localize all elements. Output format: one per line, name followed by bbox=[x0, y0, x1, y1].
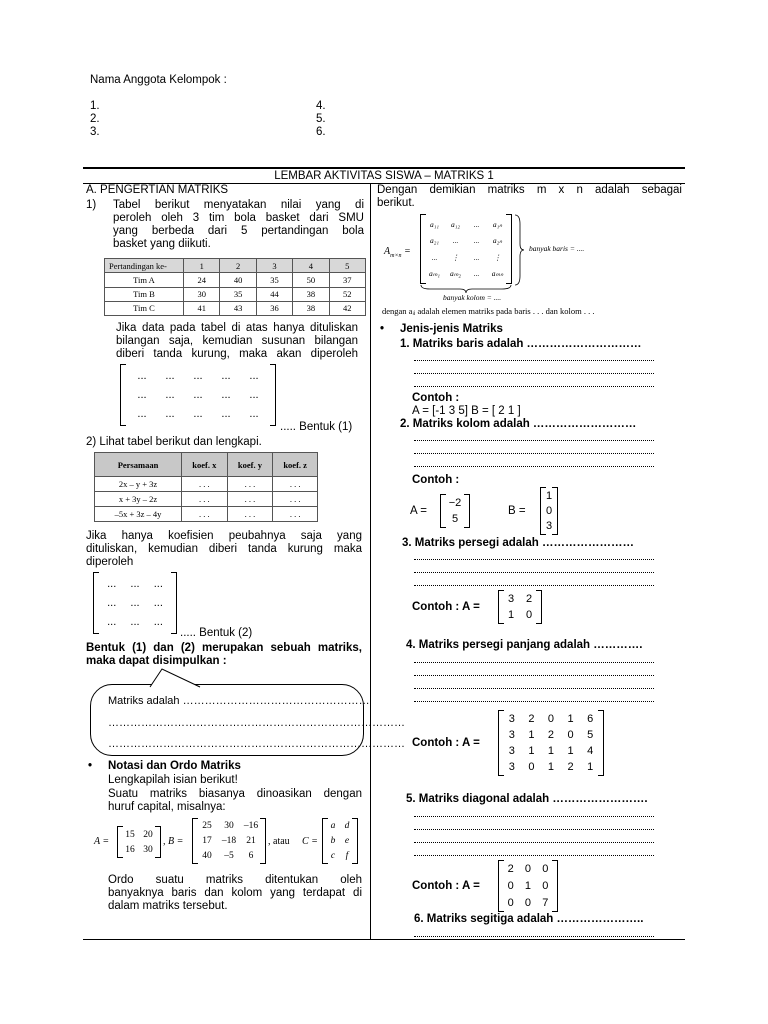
matrix-cell: 6 bbox=[587, 713, 594, 725]
table-cell: 44 bbox=[256, 287, 292, 301]
right-bracket bbox=[171, 572, 177, 634]
bubble-line-2: ……………………………………………………………………… bbox=[108, 717, 405, 729]
table-header-cell: koef. z bbox=[273, 453, 318, 477]
answer-line bbox=[414, 386, 654, 387]
matrix-cell: ... bbox=[473, 236, 480, 246]
matrix-cell: ... bbox=[221, 388, 231, 401]
table-cell: 43 bbox=[220, 301, 256, 315]
answer-line bbox=[414, 855, 654, 856]
matrix-cell: 3 bbox=[545, 520, 553, 533]
row-brace-icon bbox=[513, 214, 525, 286]
matrix-cell: ... bbox=[221, 369, 231, 382]
table-cell: 41 bbox=[184, 301, 220, 315]
matrix-cell: aₘ₁ bbox=[428, 269, 441, 279]
general-matrix-lhs: $A_{m\times n}$ = bbox=[384, 246, 411, 259]
matrix-cell: 30 bbox=[143, 844, 153, 855]
matrix-cell: 0 bbox=[567, 729, 574, 741]
table-header-cell: 3 bbox=[256, 259, 292, 273]
matrix-cell: 0 bbox=[542, 879, 549, 892]
matrix-cell: a₁₂ bbox=[451, 219, 460, 229]
table-cell: Tim B bbox=[105, 287, 184, 301]
table-cell: . . . bbox=[227, 477, 273, 492]
bentuk-1-label: ..... Bentuk (1) bbox=[280, 421, 353, 433]
matrix-cell: b bbox=[330, 835, 336, 846]
table-row bbox=[95, 492, 318, 507]
matrix-cell: 20 bbox=[143, 829, 153, 840]
matrix-grid bbox=[543, 488, 555, 534]
title-top-rule bbox=[83, 167, 685, 169]
table-cell: x + 3y – 2z bbox=[95, 492, 182, 507]
ordo-line-2: banyaknya baris dan kolom yang terdapat di bbox=[108, 887, 362, 899]
notasi-line-2: Suatu matriks biasanya dinoasikan dengan bbox=[108, 788, 362, 800]
j5-title: 5. Matriks diagonal adalah ……………………. bbox=[406, 793, 648, 805]
baris-label: banyak baris = .... bbox=[529, 244, 585, 253]
member-number-2: 2. bbox=[90, 113, 100, 125]
example-matrix-b bbox=[192, 818, 266, 864]
member-number-4: 4. bbox=[316, 100, 326, 112]
matrix-cell: 1 bbox=[507, 609, 515, 621]
matrix-cell: ... bbox=[137, 388, 147, 401]
score-table bbox=[104, 258, 366, 316]
table-cell: –5x + 3z – 4y bbox=[95, 507, 182, 522]
table-cell: . . . bbox=[182, 477, 228, 492]
matrix-cell: 1 bbox=[524, 879, 532, 892]
table-header-cell: 5 bbox=[329, 259, 365, 273]
bentuk-2-label: ..... Bentuk (2) bbox=[180, 627, 253, 639]
member-number-1: 1. bbox=[90, 100, 100, 112]
para2-line-3: diperoleh bbox=[86, 556, 134, 568]
matrix-cell: ... bbox=[165, 388, 175, 401]
matrix-cell: −2 bbox=[448, 497, 462, 509]
table-cell: . . . bbox=[273, 507, 318, 522]
matrix-cell: 3 bbox=[507, 593, 515, 605]
matrix-cell: e bbox=[344, 835, 350, 846]
matrix-cell: ... bbox=[249, 388, 259, 401]
table-cell: 30 bbox=[184, 287, 220, 301]
matrix-cell: 2 bbox=[567, 761, 574, 773]
matrix-cell: ... bbox=[107, 616, 117, 629]
matrix-cell: 4 bbox=[587, 745, 594, 757]
table-row bbox=[95, 477, 318, 492]
table-cell: 40 bbox=[220, 273, 256, 287]
answer-line bbox=[414, 688, 654, 689]
matrix-cell: 1 bbox=[528, 745, 535, 757]
intro-line-2: berikut. bbox=[377, 197, 415, 209]
matrix-cell: 1 bbox=[587, 761, 594, 773]
matrix-cell: ... bbox=[221, 408, 231, 421]
matrix-cell: 0 bbox=[547, 713, 555, 725]
j3-title: 3. Matriks persegi adalah …………………… bbox=[402, 537, 634, 549]
lhs-subscript: m×n bbox=[390, 253, 402, 259]
ex-b-label: , B = bbox=[163, 836, 184, 847]
matrix-cell: aₘ₂ bbox=[449, 269, 462, 279]
answer-line bbox=[414, 373, 654, 374]
table-cell: . . . bbox=[273, 477, 318, 492]
bullet-icon: • bbox=[380, 323, 385, 335]
matrix-grid bbox=[502, 591, 538, 623]
matrix-cell: ... bbox=[137, 369, 147, 382]
matrix-cell: ... bbox=[137, 408, 147, 421]
ex-c-label: C = bbox=[302, 836, 318, 847]
matrix-cell: ... bbox=[107, 577, 117, 590]
matrix-cell: 3 bbox=[508, 745, 515, 757]
matrix-cell: ... bbox=[473, 219, 480, 229]
matrix-cell: 15 bbox=[125, 829, 135, 840]
bubble-line-3: ……………………………………………………………………… bbox=[108, 738, 405, 750]
matrix-cell: 2 bbox=[547, 729, 555, 741]
para3-line-2: maka dapat disimpulkan : bbox=[86, 655, 227, 667]
table-cell: 50 bbox=[293, 273, 329, 287]
answer-line bbox=[414, 360, 654, 361]
matrix-cell: 0 bbox=[507, 896, 514, 909]
matrix-cell: 40 bbox=[202, 850, 212, 861]
table-header-cell: 4 bbox=[293, 259, 329, 273]
matrix-grid bbox=[502, 861, 554, 911]
matrix-cell: ⋮ bbox=[451, 252, 460, 262]
notasi-heading: Notasi dan Ordo Matriks bbox=[108, 760, 241, 772]
coefficient-table bbox=[94, 452, 318, 522]
table-row bbox=[105, 287, 366, 301]
matrix-grid bbox=[424, 216, 508, 282]
matrix-cell: ... bbox=[153, 596, 163, 609]
matrix-cell: ⋮ bbox=[493, 252, 502, 262]
matrix-cell: 1 bbox=[567, 713, 574, 725]
answer-line bbox=[414, 572, 654, 573]
member-number-6: 6. bbox=[316, 126, 326, 138]
para2-line-1: Jika hanya koefisien peubahnya saja yang bbox=[86, 530, 362, 542]
matrix-cell: 0 bbox=[524, 896, 532, 909]
matrix-cell: 0 bbox=[525, 609, 533, 621]
table-header-cell: koef. x bbox=[182, 453, 228, 477]
matrix-cell: –18 bbox=[221, 835, 237, 846]
table-cell: 37 bbox=[329, 273, 365, 287]
matrix-cell: 6 bbox=[248, 850, 254, 861]
example-matrix-a bbox=[117, 826, 161, 858]
matrix-cell: ... bbox=[165, 369, 175, 382]
bubble-tail bbox=[148, 668, 204, 688]
matrix-cell: 25 bbox=[202, 821, 212, 832]
matrix-cell: 1 bbox=[547, 745, 555, 757]
j2-b-label: B = bbox=[508, 505, 526, 517]
matrix-cell: 5 bbox=[451, 513, 459, 525]
ex-atau-label: , atau bbox=[268, 836, 290, 847]
table-cell: 52 bbox=[329, 287, 365, 301]
matrix-cell: a bbox=[330, 821, 336, 832]
j4-contoh-label: Contoh : A = bbox=[412, 737, 480, 749]
j1-title: 1. Matriks baris adalah ………………………… bbox=[400, 338, 642, 350]
table-header-cell: Pertandingan ke- bbox=[105, 259, 184, 273]
matrix-cell: ... bbox=[249, 408, 259, 421]
matrix-cell: –5 bbox=[224, 850, 234, 861]
table-cell: . . . bbox=[227, 492, 273, 507]
matrix-cell: 2 bbox=[525, 593, 533, 605]
table-header-cell: Persamaan bbox=[95, 453, 182, 477]
diagonal-matrix bbox=[498, 860, 558, 912]
jenis-heading: Jenis-jenis Matriks bbox=[400, 323, 503, 335]
j3-contoh-label: Contoh : A = bbox=[412, 601, 480, 613]
matrix-cell: 0 bbox=[507, 879, 514, 892]
ordo-line-3: dalam matriks tersebut. bbox=[108, 900, 228, 912]
matrix-cell: a₂ₙ bbox=[492, 236, 503, 246]
matrix-cell: 0 bbox=[524, 863, 532, 876]
table-header-cell: koef. y bbox=[227, 453, 273, 477]
answer-line bbox=[414, 585, 654, 586]
member-number-3: 3. bbox=[90, 126, 100, 138]
answer-line bbox=[414, 662, 654, 663]
answer-line bbox=[414, 466, 654, 467]
matrix-cell: 1 bbox=[567, 745, 574, 757]
answer-line bbox=[414, 829, 654, 830]
matrix-cell: ... bbox=[107, 596, 117, 609]
kolom-label: banyak kolom = .... bbox=[443, 293, 502, 302]
matrix-cell: –16 bbox=[243, 821, 259, 832]
item1-line-2: peroleh oleh 3 tim bola basket dari SMU bbox=[113, 212, 364, 224]
j2-a-label: A = bbox=[410, 505, 427, 517]
answer-line bbox=[414, 701, 654, 702]
notasi-line-1: Lengkapilah isian berikut! bbox=[108, 774, 238, 786]
para2-line-2: dituliskan, kemudian diberi tanda kurung maka bbox=[86, 543, 362, 555]
column-divider bbox=[370, 183, 371, 940]
ex-a-label: A = bbox=[94, 836, 110, 847]
left-bracket bbox=[120, 364, 126, 426]
matrix-cell: ... bbox=[130, 616, 140, 629]
lhs-letter: A bbox=[384, 246, 391, 257]
para3-line-1: Bentuk (1) dan (2) merupakan sebuah matriks, bbox=[86, 642, 362, 654]
matrix-cell: 30 bbox=[224, 821, 234, 832]
table-cell: . . . bbox=[227, 507, 273, 522]
blank-matrix-1 bbox=[120, 364, 276, 426]
notasi-line-3: huruf capital, misalnya: bbox=[108, 801, 226, 813]
table-cell: Tim C bbox=[105, 301, 184, 315]
matrix-grid bbox=[444, 495, 466, 527]
page-title: LEMBAR AKTIVITAS SISWA – MATRIKS 1 bbox=[274, 170, 494, 182]
square-matrix bbox=[498, 590, 542, 624]
intro-line-1: Dengan demikian matriks m x n adalah sebagai bbox=[377, 184, 682, 196]
answer-line bbox=[414, 453, 654, 454]
blank-matrix-2 bbox=[93, 572, 177, 634]
matrix-cell: a₁₁ bbox=[430, 219, 439, 229]
matrix-cell: ... bbox=[193, 388, 203, 401]
matrix-cell: d bbox=[344, 821, 350, 832]
j2-title: 2. Matriks kolom adalah ……………………… bbox=[400, 418, 637, 430]
table-cell: . . . bbox=[182, 507, 228, 522]
table-header-cell: 1 bbox=[184, 259, 220, 273]
matrix-cell: ... bbox=[130, 596, 140, 609]
matrix-cell: aₘₙ bbox=[491, 269, 504, 279]
table-cell: 36 bbox=[256, 301, 292, 315]
matrix-cell: ... bbox=[153, 577, 163, 590]
matrix-cell: f bbox=[345, 850, 349, 861]
matrix-cell: 3 bbox=[508, 761, 515, 773]
matrix-cell: 3 bbox=[508, 713, 515, 725]
item2-text: 2) Lihat tabel berikut dan lengkapi. bbox=[86, 436, 262, 448]
matrix-grid bbox=[502, 711, 600, 775]
table-row bbox=[105, 273, 366, 287]
table-row bbox=[105, 301, 366, 315]
example-matrix-c bbox=[322, 818, 358, 864]
matrix-cell: ... bbox=[452, 236, 459, 246]
answer-line bbox=[414, 842, 654, 843]
section-a-heading: A. PENGERTIAN MATRIKS bbox=[86, 184, 229, 196]
table-cell: Tim A bbox=[105, 273, 184, 287]
matrix-cell: 17 bbox=[202, 835, 212, 846]
item1-line-1: Tabel berikut menyatakan nilai yang di bbox=[113, 199, 364, 211]
matrix-cell: 0 bbox=[545, 504, 553, 517]
matrix-cell: ... bbox=[153, 616, 163, 629]
matrix-grid bbox=[196, 819, 262, 863]
matrix-grid bbox=[326, 819, 354, 863]
matrix-cell: ... bbox=[431, 252, 438, 262]
answer-line bbox=[414, 559, 654, 560]
answer-line bbox=[414, 440, 654, 441]
column-matrix-a bbox=[440, 494, 470, 528]
table-cell: 42 bbox=[329, 301, 365, 315]
table-cell: 38 bbox=[293, 287, 329, 301]
j2-contoh-label: Contoh : bbox=[412, 474, 460, 486]
table-cell: 35 bbox=[256, 273, 292, 287]
matrix-cell: ... bbox=[165, 408, 175, 421]
matrix-grid bbox=[128, 366, 268, 424]
page-bottom-rule bbox=[83, 939, 685, 940]
matrix-cell: ... bbox=[193, 408, 203, 421]
j5-contoh-label: Contoh : A = bbox=[412, 880, 480, 892]
item1-line-3: yang berbeda dari 5 pertandingan bola bbox=[113, 225, 364, 237]
table-cell: 35 bbox=[220, 287, 256, 301]
bullet-icon: • bbox=[88, 760, 93, 772]
j1-example: A = [-1 3 5] B = [ 2 1 ] bbox=[412, 405, 521, 417]
matrix-cell: 0 bbox=[542, 863, 549, 876]
j4-title: 4. Matriks persegi panjang adalah …………. bbox=[406, 639, 643, 651]
j6-title: 6. Matriks segitiga adalah ………………….. bbox=[414, 913, 644, 925]
item1-line-4: basket yang diikuti. bbox=[113, 238, 211, 250]
matrix-grid bbox=[100, 574, 170, 632]
answer-line bbox=[414, 816, 654, 817]
table-header-cell: 2 bbox=[220, 259, 256, 273]
para1-line-3: diberi tanda kurung, maka akan diperoleh bbox=[116, 348, 358, 360]
para1-line-2: bilangan saja, kemudian susunan bilangan bbox=[116, 335, 358, 347]
matrix-cell: 0 bbox=[528, 761, 535, 773]
nama-label: Nama Anggota Kelompok : bbox=[90, 74, 227, 86]
matrix-cell: 1 bbox=[547, 761, 555, 773]
table-cell: 2x – y + 3z bbox=[95, 477, 182, 492]
answer-line bbox=[414, 936, 654, 937]
table-cell: 38 bbox=[293, 301, 329, 315]
matrix-cell: c bbox=[330, 850, 336, 861]
matrix-grid bbox=[121, 827, 157, 857]
matrix-cell: ... bbox=[473, 252, 480, 262]
ordo-line-1: Ordo suatu matriks ditentukan oleh bbox=[108, 874, 362, 886]
answer-line bbox=[414, 675, 654, 676]
matrix-cell: 16 bbox=[125, 844, 135, 855]
matrix-cell: 2 bbox=[507, 863, 514, 876]
matrix-cell: a₁ₙ bbox=[492, 219, 503, 229]
para1-line-1: Jika data pada tabel di atas hanya dituliskan bbox=[116, 322, 358, 334]
left-bracket bbox=[93, 572, 99, 634]
matrix-cell: 1 bbox=[528, 729, 535, 741]
table-cell: . . . bbox=[273, 492, 318, 507]
matrix-cell: ... bbox=[249, 369, 259, 382]
matrix-cell: ... bbox=[130, 577, 140, 590]
matrix-cell: ... bbox=[193, 369, 203, 382]
matrix-cell: a₂₁ bbox=[430, 236, 439, 246]
column-matrix-b bbox=[540, 487, 558, 535]
table-row bbox=[95, 507, 318, 522]
matrix-cell: 3 bbox=[508, 729, 515, 741]
table-cell: 24 bbox=[184, 273, 220, 287]
j1-contoh-label: Contoh : bbox=[412, 392, 460, 404]
right-bracket bbox=[270, 364, 276, 426]
matrix-cell: ... bbox=[473, 269, 480, 279]
matrix-cell: 1 bbox=[545, 489, 553, 502]
matrix-cell: 21 bbox=[246, 835, 256, 846]
item1-number: 1) bbox=[86, 199, 97, 211]
bubble-line-1: Matriks adalah …………………………………………… bbox=[108, 695, 370, 707]
matrix-cell: 7 bbox=[542, 896, 549, 909]
matrix-cell: 5 bbox=[587, 729, 594, 741]
table-cell: . . . bbox=[182, 492, 228, 507]
rectangular-matrix bbox=[498, 710, 604, 776]
matrix-cell: 2 bbox=[528, 713, 535, 725]
general-caption: dengan aᵢⱼ adalah elemen matriks pada baris . . . dan kolom . . . bbox=[382, 306, 595, 316]
member-number-5: 5. bbox=[316, 113, 326, 125]
general-matrix bbox=[420, 214, 512, 284]
